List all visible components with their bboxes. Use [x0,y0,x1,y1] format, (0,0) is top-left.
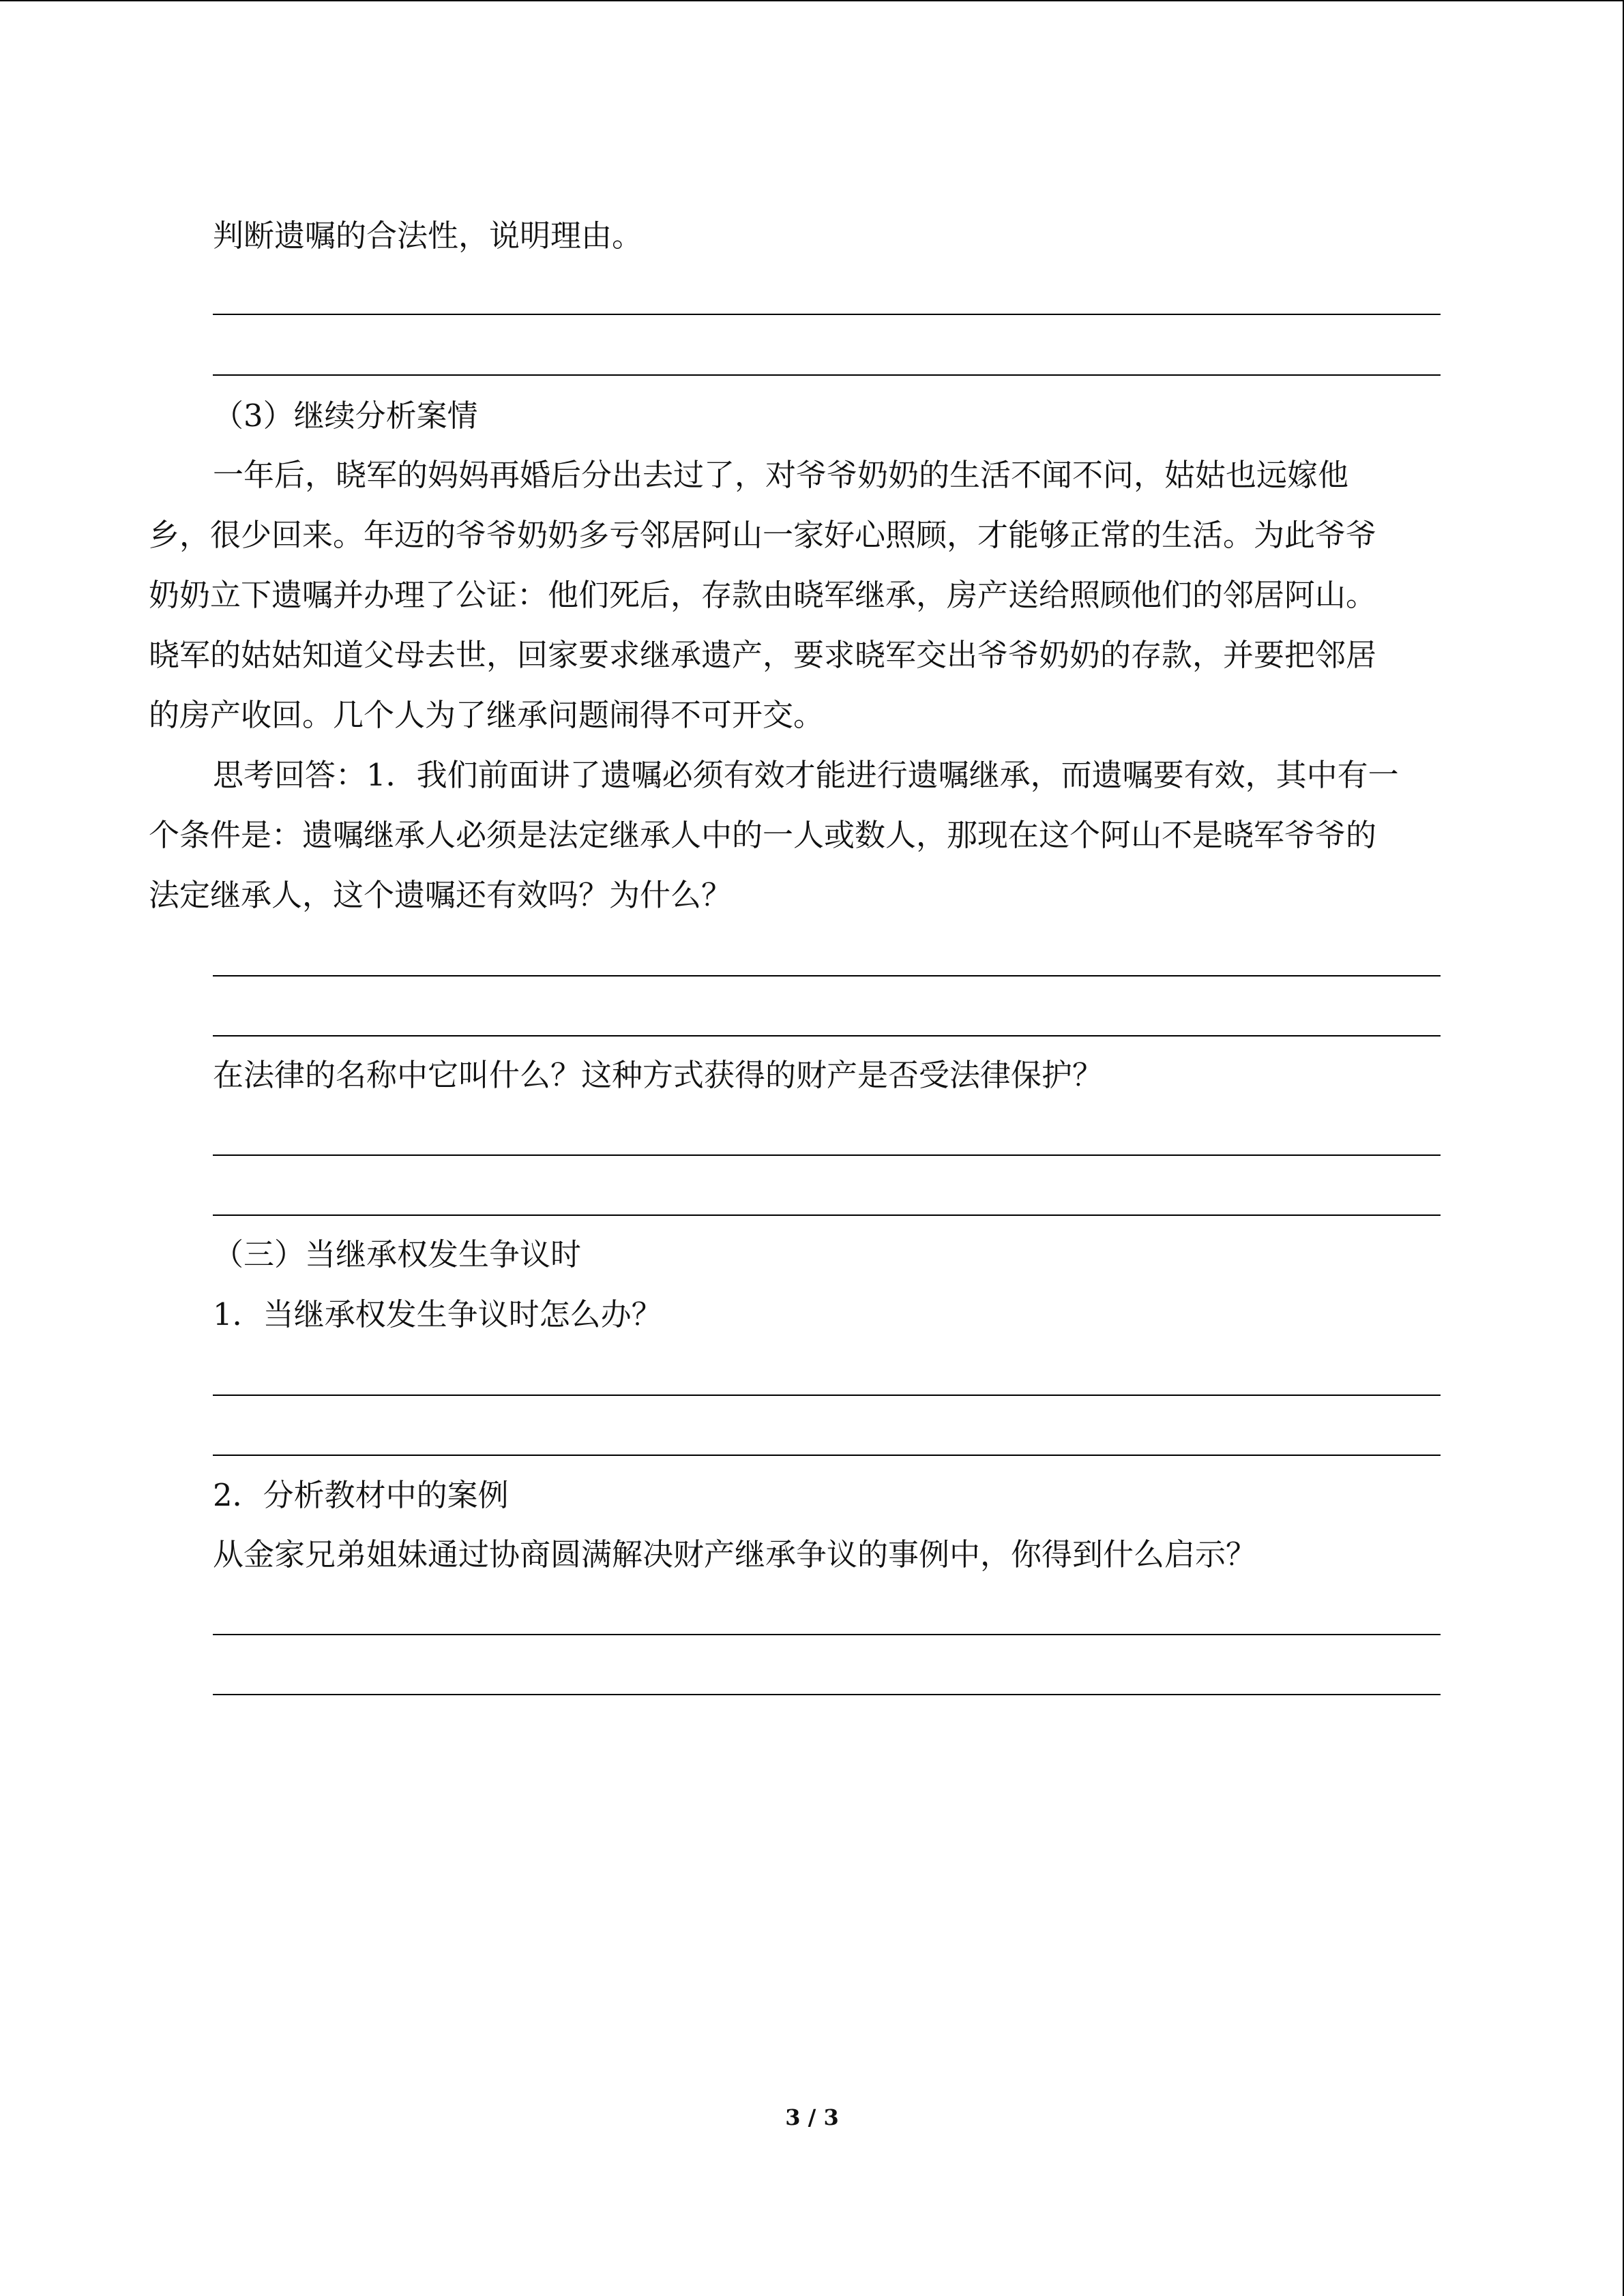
case-paragraph-line: 奶奶立下遗嘱并办理了公证：他们死后，存款由晓军继承，房产送给照顾他们的邻居阿山。 [149,577,1377,613]
think-question-line: 法定继承人，这个遗嘱还有效吗？为什么？ [149,877,733,913]
answer-line[interactable] [213,1395,1441,1396]
answer-line[interactable] [213,1154,1441,1156]
q3-heading: （3）继续分析案情 [213,398,478,434]
item1-question: 1．当继承权发生争议时怎么办？ [213,1296,662,1332]
legal-name-question: 在法律的名称中它叫什么？这种方式获得的财产是否受法律保护？ [213,1057,1104,1093]
answer-line[interactable] [213,1214,1441,1216]
think-question-line: 个条件是：遗嘱继承人必须是法定继承人中的一人或数人，那现在这个阿山不是晓军爷爷的 [149,817,1377,853]
answer-line[interactable] [213,975,1441,976]
item2-question: 从金家兄弟姐妹通过协商圆满解决财产继承争议的事例中，你得到什么启示？ [213,1536,1257,1572]
answer-line[interactable] [213,374,1441,376]
q2-tail-text: 判断遗嘱的合法性，说明理由。 [213,218,643,254]
think-question-line: 思考回答：1．我们前面讲了遗嘱必须有效才能进行遗嘱继承，而遗嘱要有效，其中有一 [213,757,1399,793]
answer-line[interactable] [213,1634,1441,1635]
case-paragraph-line: 晓军的姑姑知道父母去世，回家要求继承遗产，要求晓军交出爷爷奶奶的存款，并要把邻居 [149,637,1377,673]
case-paragraph-line: 一年后，晓军的妈妈再婚后分出去过了，对爷爷奶奶的生活不闻不问，姑姑也远嫁他 [213,457,1349,493]
page-number: 3 / 3 [785,2104,839,2130]
item2-heading: 2．分析教材中的案例 [213,1477,509,1513]
case-paragraph-line: 乡，很少回来。年迈的爷爷奶奶多亏邻居阿山一家好心照顾，才能够正常的生活。为此爷爷 [149,517,1377,553]
answer-line[interactable] [213,1455,1441,1456]
answer-line[interactable] [213,314,1441,315]
answer-line[interactable] [213,1694,1441,1695]
section3-heading: （三）当继承权发生争议时 [213,1236,582,1272]
case-paragraph-line: 的房产收回。几个人为了继承问题闹得不可开交。 [149,697,825,733]
answer-line[interactable] [213,1035,1441,1037]
